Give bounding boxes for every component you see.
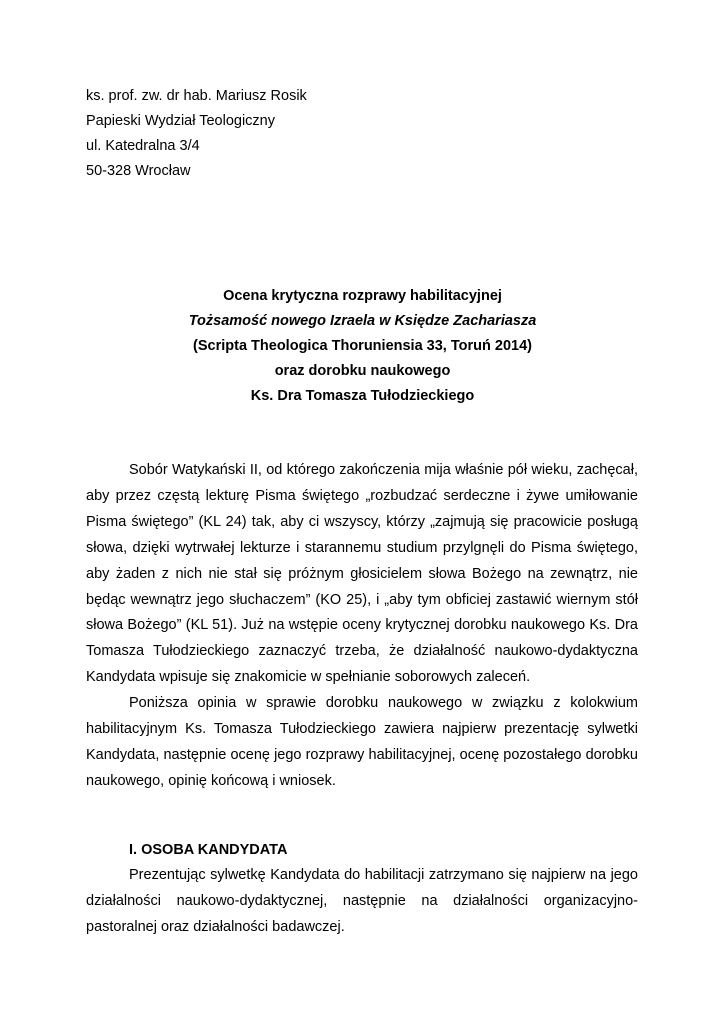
section-1-text <box>86 862 638 940</box>
paragraph-1: Sobór Watykański II, od którego zakończenia mija właśnie pół wieku, zachęcał, aby przez częstą lekturę Pisma świętego „rozbudzać serdeczne i żywe umiłowanie Pisma świętego” (KL 24) tak, aby ci wszyscy, którzy „zajmują się pracowicie posługą słowa, dzięki wytrwałej lekturze i starannemu studium przylgnęli do Pisma świętego, aby żaden z nich nie stał się próżnym głosicielem słowa Bożego na zewnątrz, nie będąc wewnątrz jego słuchaczem” (KO 25), i „aby tym obficiej zastawić wiernym stół słowa Bożego” (KL 51). Już na wstępie oceny krytycznej dorobku naukowego Ks. Dra Tomasza Tułodzieckiego zaznaczyć trzeba, że działalność naukowo-dydaktyczna Kandydata wpisuje się znakomicie w spełnianie soborowych zaleceń. <box>86 462 638 686</box>
title-line-1: Ocena krytyczna rozprawy habilitacyjnej <box>223 288 502 304</box>
address-street: ul. Katedralna 3/4 <box>86 138 200 154</box>
title-line-2-book-title: Tożsamość nowego Izraela w Księdze Zachariasza <box>188 313 537 329</box>
section-heading: I. OSOBA KANDYDATA <box>129 842 288 858</box>
address-city: 50-328 Wrocław <box>86 163 191 179</box>
paragraph-2: Poniższa opinia w sprawie dorobku naukowego w związku z kolokwium habilitacyjnym Ks. Tomasza Tułodzieckiego zawiera najpierw prezentację sylwetki Kandydata, następnie ocenę jego rozprawy habilitacyjnej, ocenę pozostałego dorobku naukowego, opinię końcową i wniosek. <box>86 695 638 789</box>
introduction <box>86 458 638 795</box>
document-title <box>0 284 725 409</box>
address-name: ks. prof. zw. dr hab. Mariusz Rosik <box>86 88 307 104</box>
sender-address <box>86 84 307 184</box>
section-paragraph-1: Prezentując sylwetkę Kandydata do habilitacji zatrzymano się najpierw na jego działalności naukowo-dydaktycznej, następnie na działalności organizacyjno-pastoralnej oraz działalności badawczej. <box>86 867 638 935</box>
title-line-4: oraz dorobku naukowego <box>274 363 451 379</box>
title-line-3: (Scripta Theologica Thoruniensia 33, Toruń 2014) <box>193 338 532 354</box>
title-line-5: Ks. Dra Tomasza Tułodzieckiego <box>250 388 475 404</box>
address-institution: Papieski Wydział Teologiczny <box>86 113 275 129</box>
